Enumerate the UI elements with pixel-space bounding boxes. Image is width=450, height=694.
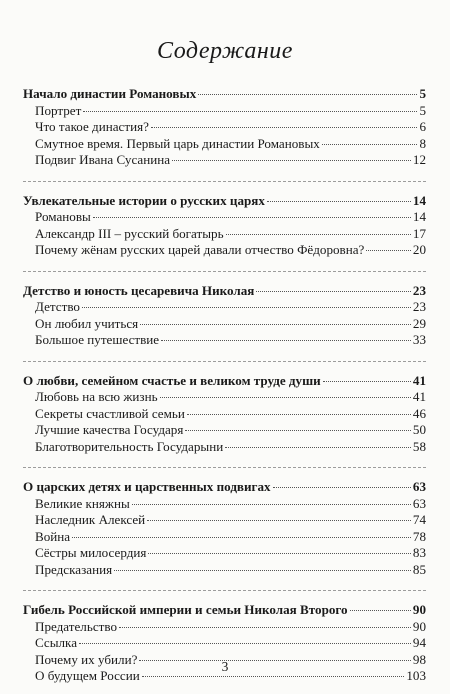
dot-leader	[83, 111, 417, 112]
toc-entry	[23, 299, 426, 316]
toc-entry-page: 5	[419, 102, 426, 118]
toc-entry-page: 78	[412, 528, 426, 544]
toc-entry-page: 58	[412, 438, 426, 454]
section-divider	[23, 271, 426, 272]
toc-entry-page: 50	[412, 422, 426, 437]
toc-entry	[23, 406, 426, 423]
toc-entry-page: 20	[412, 242, 426, 257]
toc-entry	[23, 332, 426, 349]
dot-leader	[119, 627, 411, 628]
toc-entry	[23, 226, 426, 243]
section-divider	[23, 467, 426, 468]
dot-leader	[322, 144, 418, 145]
dot-leader	[82, 307, 411, 308]
toc-entry-page: 17	[412, 225, 426, 241]
dot-leader	[350, 610, 411, 611]
toc-section	[23, 373, 426, 456]
toc-section-heading-page: 23	[412, 282, 426, 298]
toc-entry-page: 41	[412, 389, 426, 404]
toc-section-heading-label: О любви, семейном счастье и великом труде души	[23, 372, 321, 388]
toc-entry	[23, 562, 426, 579]
toc-entry	[23, 316, 426, 333]
toc-section-heading	[23, 602, 426, 619]
toc-entry-label: Лучшие качества Государя	[35, 422, 184, 437]
toc-section	[23, 193, 426, 259]
toc-section-heading-page: 14	[412, 192, 426, 208]
toc-entry-page: 23	[412, 299, 426, 314]
toc-section-heading-label: О царских детях и царственных подвигах	[23, 479, 271, 494]
toc-entry-page: 6	[419, 119, 426, 134]
toc-entry-page: 29	[412, 315, 426, 331]
toc-entry-page: 94	[412, 635, 426, 650]
dot-leader	[161, 340, 411, 341]
dot-leader	[132, 504, 411, 505]
toc-entry	[23, 545, 426, 562]
toc-entry-label: Благотворительность Государыни	[35, 438, 224, 454]
toc-entry-label: Секреты счастливой семьи	[35, 405, 185, 421]
toc-entry	[23, 119, 426, 136]
toc-entry-label: Почему жёнам русских царей давали отчество Фёдоровна?	[35, 242, 365, 257]
toc-section	[23, 479, 426, 578]
dot-leader	[225, 447, 411, 448]
dot-leader	[273, 487, 411, 488]
dot-leader	[187, 414, 411, 415]
toc-entry-label: Сёстры милосердия	[35, 545, 147, 560]
page-title: Содержание	[157, 38, 293, 64]
dot-leader	[148, 553, 411, 554]
toc-entry	[23, 242, 426, 259]
dot-leader	[93, 217, 411, 218]
dot-leader	[366, 250, 411, 251]
toc-section-heading	[23, 86, 426, 103]
toc-entry-page: 12	[412, 152, 426, 167]
toc-entry-page: 98	[412, 651, 426, 667]
toc-section-heading-label: Начало династии Романовых	[23, 86, 197, 101]
toc-section	[23, 86, 426, 169]
toc-entry	[23, 103, 426, 120]
toc-section-heading-label: Увлекательные истории о русских царях	[23, 192, 265, 208]
toc-entry-label: Что такое династия?	[35, 119, 149, 134]
toc-entry	[23, 512, 426, 529]
toc-entry-label: Наследник Алексей	[35, 512, 146, 527]
toc-section-heading-label: Детство и юность цесаревича Николая	[23, 282, 255, 298]
toc-entry-page: 85	[412, 561, 426, 577]
toc-entry-label: Любовь на всю жизнь	[35, 389, 158, 404]
toc-entry-label: Почему их убили?	[35, 651, 138, 667]
dot-leader	[114, 570, 411, 571]
toc-entry	[23, 529, 426, 546]
toc-section-heading	[23, 193, 426, 210]
dot-leader	[185, 430, 411, 431]
toc-section-heading-page: 5	[419, 86, 426, 101]
toc-entry-page: 83	[412, 545, 426, 560]
dot-leader	[267, 201, 411, 202]
dot-leader	[226, 234, 411, 235]
toc-entry	[23, 422, 426, 439]
toc-entry	[23, 389, 426, 406]
dot-leader	[151, 127, 418, 128]
toc-entry-page: 33	[412, 332, 426, 347]
toc-section-heading	[23, 373, 426, 390]
section-divider	[23, 181, 426, 182]
dot-leader	[147, 520, 411, 521]
dot-leader	[198, 94, 417, 95]
dot-leader	[323, 381, 411, 382]
section-divider	[23, 590, 426, 591]
toc-entry-label: Он любил учиться	[35, 315, 139, 331]
toc-entry-label: Александр III – русский богатырь	[35, 225, 224, 241]
toc-entry	[23, 496, 426, 513]
toc-entry-page: 74	[412, 512, 426, 527]
toc-entry-label: Ссылка	[35, 635, 78, 650]
toc-entry	[23, 635, 426, 652]
toc-entry-label: О будущем России	[35, 668, 140, 683]
toc-entry-label: Романовы	[35, 209, 91, 224]
toc-entry-page: 46	[412, 405, 426, 421]
toc-entry-label: Предсказания	[35, 561, 113, 577]
toc-entry-label: Подвиг Ивана Сусанина	[35, 152, 171, 167]
toc-section-heading	[23, 283, 426, 300]
toc-section	[23, 283, 426, 349]
toc-entry-label: Смутное время. Первый царь династии Романовых	[35, 135, 320, 151]
toc-section-heading-page: 41	[412, 372, 426, 388]
toc-entry-page: 8	[419, 135, 426, 151]
dot-leader	[256, 291, 411, 292]
dot-leader	[140, 324, 411, 325]
toc-entry-label: Большое путешествие	[35, 332, 160, 347]
toc-entry-page: 90	[412, 618, 426, 634]
dot-leader	[172, 160, 411, 161]
toc-entry-label: Детство	[35, 299, 80, 314]
table-of-contents	[23, 86, 426, 685]
dot-leader	[79, 643, 411, 644]
toc-entry	[23, 136, 426, 153]
toc-section-heading-page: 63	[412, 479, 426, 494]
toc-entry-label: Война	[35, 528, 71, 544]
toc-entry-page: 63	[412, 495, 426, 511]
toc-entry	[23, 619, 426, 636]
toc-entry-label: Портрет	[35, 102, 82, 118]
toc-entry-label: Великие княжны	[35, 495, 130, 511]
dot-leader	[72, 537, 411, 538]
dot-leader	[160, 397, 411, 398]
toc-entry	[23, 152, 426, 169]
page-number: 3	[221, 659, 229, 674]
toc-section-heading	[23, 479, 426, 496]
toc-entry-label: Предательство	[35, 618, 117, 634]
toc-entry	[23, 439, 426, 456]
dot-leader	[142, 676, 405, 677]
toc-entry-page: 103	[406, 668, 426, 683]
toc-entry-page: 14	[412, 209, 426, 224]
toc-section-heading-page: 90	[412, 602, 426, 617]
toc-section-heading-label: Гибель Российской империи и семьи Николая Второго	[23, 602, 348, 617]
section-divider	[23, 361, 426, 362]
toc-entry	[23, 209, 426, 226]
